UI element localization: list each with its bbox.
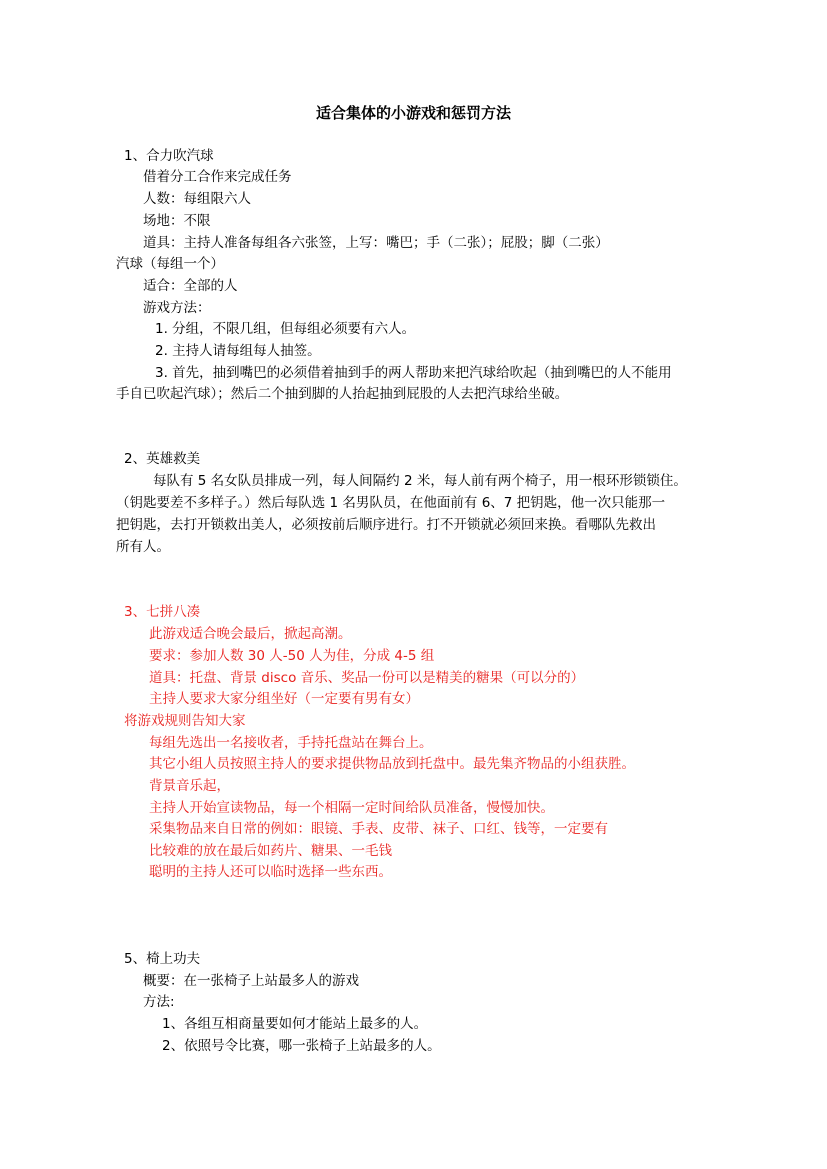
section-2-line: 把钥匙，去打开锁救出美人，必须按前后顺序进行。打不开锁就必须回来换。看哪队先救出	[116, 517, 656, 533]
section-3-line: 采集物品来自日常的例如：眼镜、手表、皮带、袜子、口红、钱等，一定要有	[149, 821, 608, 837]
section-3-line: 其它小组人员按照主持人的要求提供物品放到托盘中。最先集齐物品的小组获胜。	[149, 756, 635, 772]
section-5-heading: 5、椅上功夫	[124, 951, 201, 967]
section-2-line: 所有人。	[116, 539, 170, 555]
section-1-line: 人数：每组限六人	[143, 191, 251, 207]
section-1-line: 2. 主持人请每组每人抽签。	[155, 343, 321, 359]
section-1-line: 场地：不限	[143, 213, 211, 229]
section-3-line: 此游戏适合晚会最后，掀起高潮。	[149, 626, 352, 642]
section-3-line: 主持人开始宣读物品，每一个相隔一定时间给队员准备，慢慢加快。	[149, 800, 554, 816]
section-3-heading: 3、七拼八凑	[124, 604, 201, 620]
section-2-line: 每队有 5 名女队员排成一列，每人间隔约 2 米，每人前有两个椅子，用一根环形锁锁住。	[153, 473, 687, 489]
section-5-line: 概要：在一张椅子上站最多人的游戏	[143, 973, 359, 989]
section-1-line: 汽球（每组一个）	[116, 256, 224, 272]
section-1-line: 借着分工合作来完成任务	[143, 169, 292, 185]
section-3-line: 将游戏规则告知大家	[124, 713, 246, 729]
section-2-line: （钥匙要差不多样子。）然后每队选 1 名男队员，在他面前有 6、7 把钥匙，他一次只能那一	[116, 495, 666, 511]
document-title: 适合集体的小游戏和惩罚方法	[315, 104, 511, 122]
section-1-line: 3. 首先，抽到嘴巴的必须借着抽到手的两人帮助来把汽球给吹起（抽到嘴巴的人不能用	[155, 365, 672, 381]
section-1-line: 手自已吹起汽球）；然后二个抽到脚的人抬起抽到屁股的人去把汽球给坐破。	[116, 386, 569, 402]
section-1-heading: 1、合力吹汽球	[124, 148, 214, 164]
section-5-line: 2、依照号令比赛，哪一张椅子上站最多的人。	[162, 1038, 441, 1054]
section-3-line: 主持人要求大家分组坐好（一定要有男有女）	[149, 691, 419, 707]
section-1-line: 道具：主持人准备每组各六张签，上写：嘴巴；手（二张）；屁股；脚（二张）	[143, 235, 609, 251]
section-3-line: 聪明的主持人还可以临时选择一些东西。	[149, 864, 392, 880]
section-3-line: 每组先选出一名接收者，手持托盘站在舞台上。	[149, 735, 433, 751]
section-1-line: 适合：全部的人	[143, 278, 238, 294]
section-3-line: 要求：参加人数 30 人-50 人为佳，分成 4-5 组	[149, 648, 435, 664]
section-1-line: 1. 分组，不限几组，但每组必须要有六人。	[155, 321, 416, 337]
section-5-line: 1、各组互相商量要如何才能站上最多的人。	[162, 1016, 428, 1032]
section-5-line: 方法:	[143, 994, 175, 1010]
section-1-line: 游戏方法：	[143, 300, 211, 316]
section-2-heading: 2、英雄救美	[124, 451, 201, 467]
section-3-line: 道具：托盘、背景 disco 音乐、奖品一份可以是精美的糖果（可以分的）	[149, 670, 585, 686]
section-3-line: 比较难的放在最后如药片、糖果、一毛钱	[149, 843, 392, 859]
section-3-line: 背景音乐起，	[149, 778, 230, 794]
